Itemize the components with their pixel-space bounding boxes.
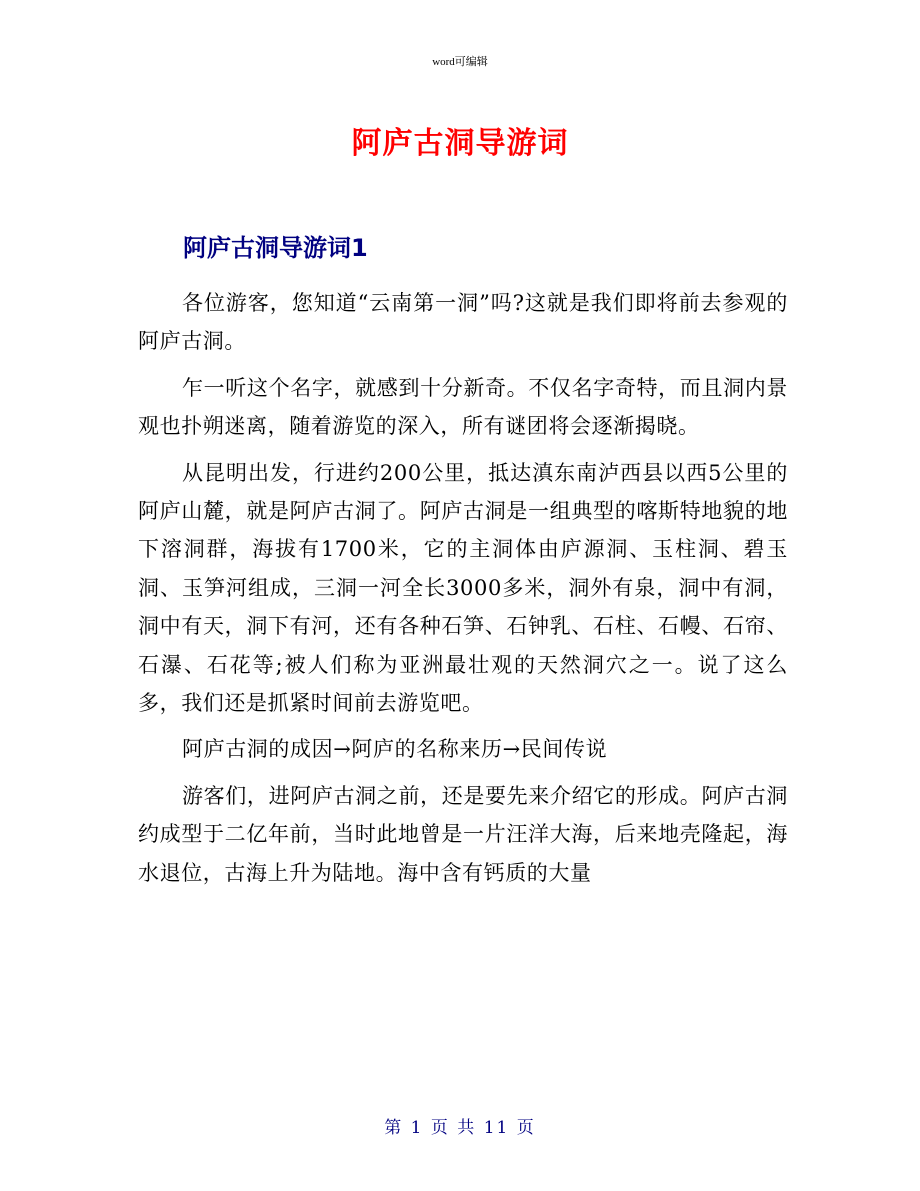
page-header: word可编辑 [432, 56, 488, 68]
page-number-footer: 第 1 页 共 11 页 [384, 1118, 536, 1138]
paragraph: 各位游客，您知道“云南第一洞”吗?这就是我们即将前去参观的阿庐古洞。 [138, 291, 788, 354]
paragraph: 阿庐古洞的成因→阿庐的名称来历→民间传说 [182, 737, 608, 762]
document-title: 阿庐古洞导游词 [351, 126, 569, 161]
document-body [138, 284, 788, 900]
paragraph: 乍一听这个名字，就感到十分新奇。不仅名字奇特，而且洞内景观也扑朔迷离，随着游览的深入，所有谜团将会逐渐揭晓。 [138, 375, 788, 439]
paragraph: 从昆明出发，行进约200公里，抵达滇东南泸西县以西5公里的阿庐山麓，就是阿庐古洞了。阿庐古洞是一组典型的喀斯特地貌的地下溶洞群，海拔有1700米，它的主洞体由庐源洞、玉柱洞、碧玉洞、玉笋河组成，三洞一河全长3000多米，洞外有泉，洞中有洞，洞中有天，洞下有河，还有各种石笋、石钟乳、石柱、石幔、石帘、石瀑、石花等;被人们称为亚洲最壮观的天然洞穴之一。说了这么多，我们还是抓紧时间前去游览吧。 [138, 460, 788, 716]
paragraph: 游客们，进阿庐古洞之前，还是要先来介绍它的形成。阿庐古洞约成型于二亿年前，当时此地曾是一片汪洋大海，后来地壳隆起，海水退位，古海上升为陆地。海中含有钙质的大量 [138, 783, 788, 885]
section-heading: 阿庐古洞导游词1 [183, 234, 368, 262]
